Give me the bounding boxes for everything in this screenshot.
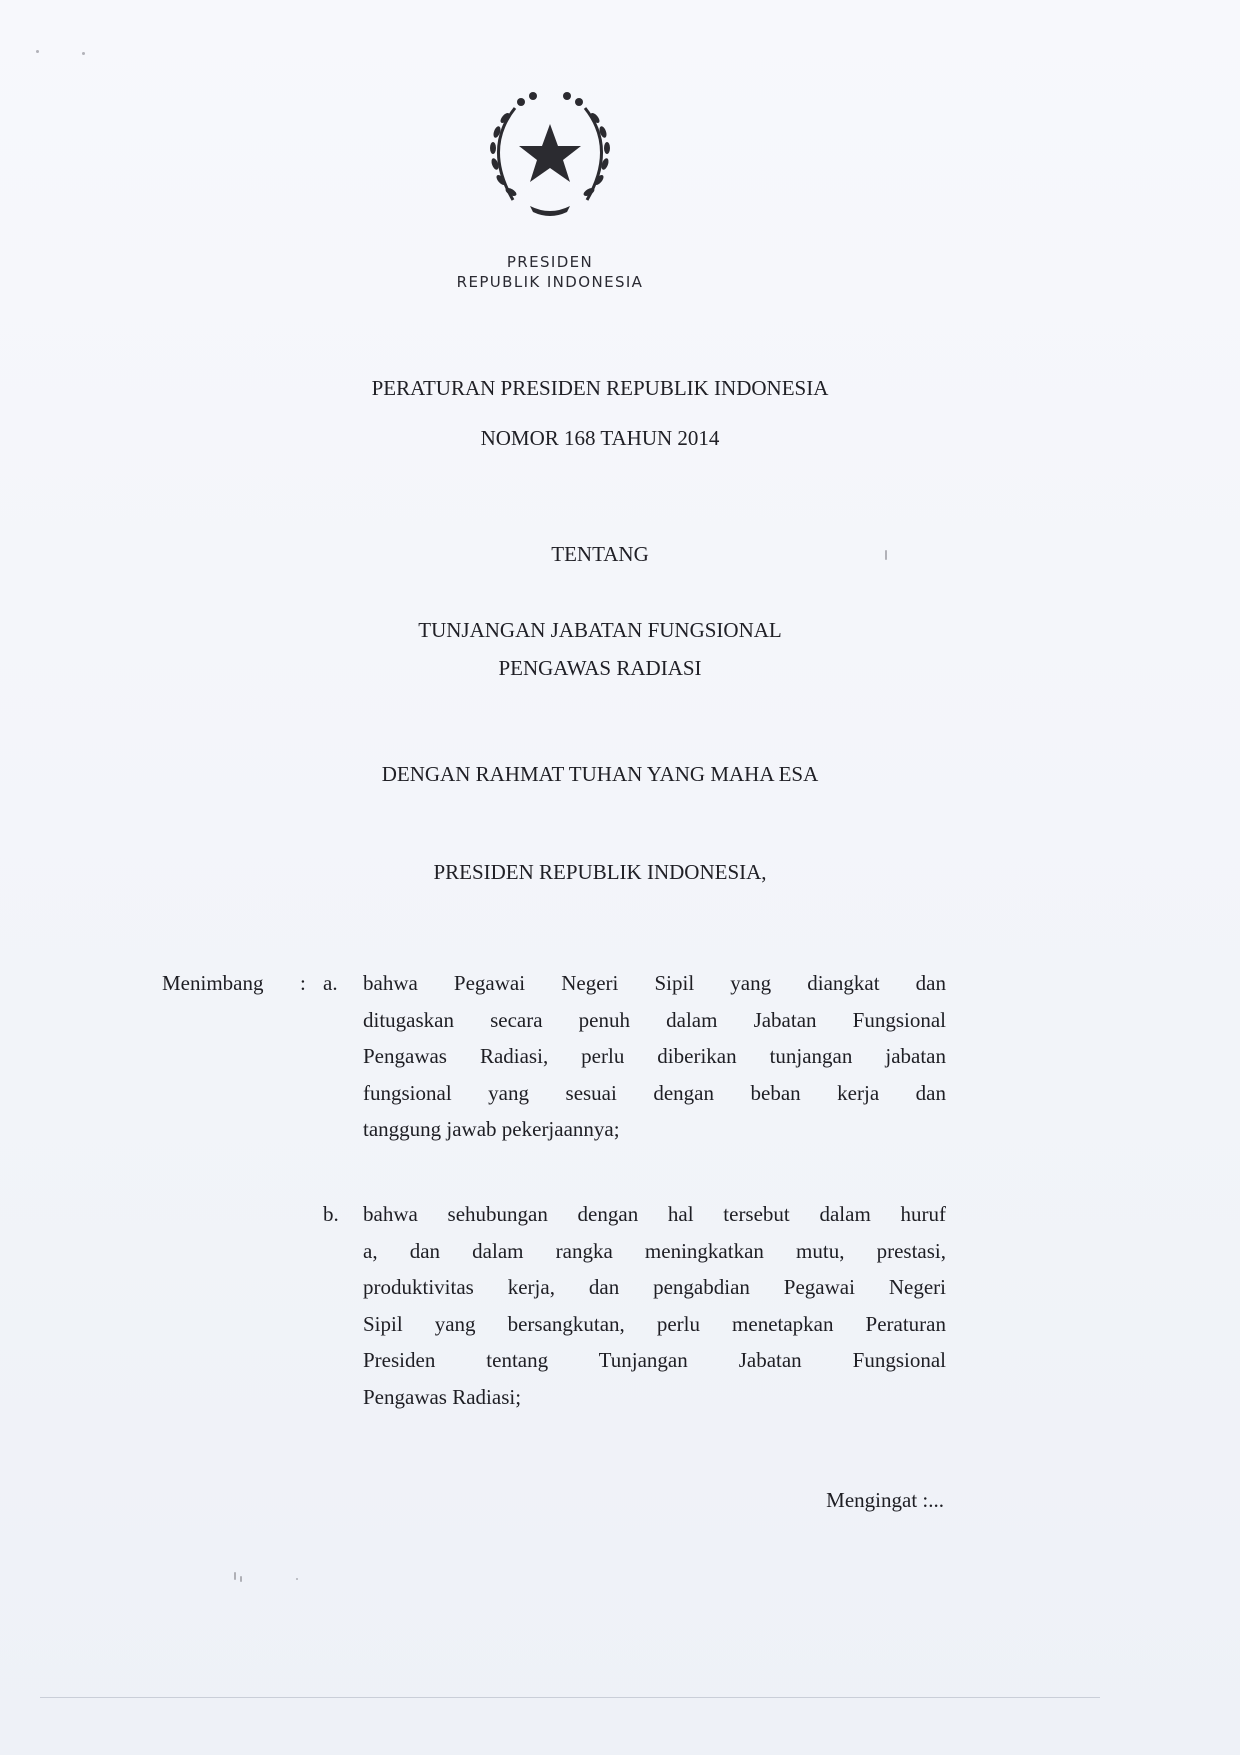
menimbang-colon: : <box>300 971 306 995</box>
regulation-title: PERATURAN PRESIDEN REPUBLIK INDONESIA <box>371 376 829 400</box>
scan-speck <box>296 1578 298 1580</box>
continuation-marker: Mengingat :... <box>826 1488 944 1512</box>
clause-line: tanggung jawab pekerjaannya; <box>363 1117 620 1141</box>
emblem-caption-president: PRESIDEN <box>506 253 594 271</box>
tentang-heading: TENTANG <box>551 542 649 566</box>
scan-speck <box>36 50 39 53</box>
president-heading: PRESIDEN REPUBLIK INDONESIA, <box>433 860 767 884</box>
clause-b-text <box>363 1196 946 1415</box>
emblem-caption-republic: REPUBLIK INDONESIA <box>456 273 644 291</box>
topic-line-1: TUNJANGAN JABATAN FUNGSIONAL <box>418 618 782 642</box>
clause-line: ditugaskan secara penuh dalam Jabatan Fungsional <box>363 1007 946 1032</box>
clause-b-marker: b. <box>323 1202 339 1226</box>
scan-speck <box>82 52 85 55</box>
clause-a-text <box>363 965 946 1148</box>
scan-edge-line <box>40 1697 1100 1698</box>
clause-line: bahwa sehubungan dengan hal tersebut dalam huruf <box>363 1202 946 1226</box>
clause-line: a, dan dalam rangka meningkatkan mutu, prestasi, <box>363 1238 946 1263</box>
scan-speck <box>885 550 887 560</box>
clause-line: Presiden tentang Tunjangan Jabatan Fungsional <box>363 1348 946 1372</box>
clause-a-marker: a. <box>323 971 338 995</box>
clause-line: Pengawas Radiasi; <box>363 1384 522 1409</box>
regulation-number: NOMOR 168 TAHUN 2014 <box>480 426 720 450</box>
scan-speck <box>240 1576 242 1582</box>
topic-line-2: PENGAWAS RADIASI <box>498 656 702 680</box>
clause-line: Sipil yang bersangkutan, perlu menetapkan Peraturan <box>363 1311 946 1336</box>
rahmat-heading: DENGAN RAHMAT TUHAN YANG MAHA ESA <box>381 762 819 786</box>
clause-line: bahwa Pegawai Negeri Sipil yang diangkat dan <box>363 971 946 995</box>
clause-line: produktivitas kerja, dan pengabdian Pegawai Negeri <box>363 1275 946 1299</box>
menimbang-label: Menimbang <box>162 971 264 995</box>
clause-line: fungsional yang sesuai dengan beban kerja dan <box>363 1080 946 1105</box>
scan-speck <box>234 1572 236 1580</box>
presidential-seal-icon <box>475 88 625 228</box>
clause-line: Pengawas Radiasi, perlu diberikan tunjangan jabatan <box>363 1044 946 1068</box>
